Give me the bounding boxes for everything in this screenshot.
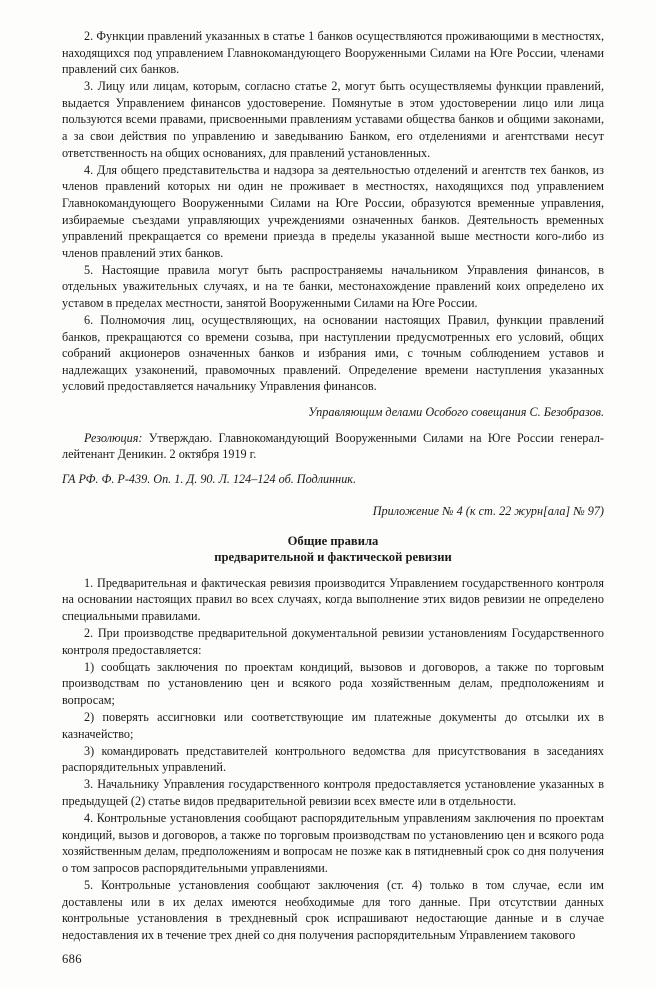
title-line-2: предварительной и фактической ревизии <box>214 550 452 565</box>
paragraph: 6. Полномочия лиц, осуществляющих, на основании настоящих Правил, функции правлений банков, прекращаются со времени созыва, при наступлении предусмотренных его условий, общих собраний акционеров означенных банков и избрания ими, с точным соблюдением уставов и надлежащих узаконений, правомочных правлений. Определение времени наступления указанных условий предоставляется начальнику Управления финансов. <box>62 313 604 394</box>
title-line-1: Общие правила <box>287 534 379 549</box>
paragraph: 2. При производстве предварительной документальной ревизии установлениям Государственного контроля предоставляется: <box>62 626 604 657</box>
page-title <box>62 533 604 566</box>
paragraph: 2) поверять ассигновки или соответствующие им платежные документы до отсылки их в казначейство; <box>62 710 604 741</box>
paragraph: 5. Контрольные установления сообщают заключения (ст. 4) только в том случае, если им доставлены или в их делах имеются необходимые для того данные. При отсутствии данных контрольные установления в трехдневный срок испрашивают недостающие данные и в случае недоставления их в течение трех дней со дня получения распорядительным Управлением такового <box>62 877 604 942</box>
paragraph: 1) сообщать заключения по проектам кондиций, вызовов и договоров, а также по торговым производствам по установлению цен и всякого рода хозяйственным делам, предположениям и вопросам; <box>62 659 604 707</box>
signature-line <box>62 404 604 421</box>
resolution-block <box>62 430 604 463</box>
appendix-label: Приложение № 4 (к ст. 22 журн[ала] № 97) <box>372 504 604 519</box>
section-two-body <box>62 575 604 944</box>
archive-reference: ГА РФ. Ф. Р-439. Оп. 1. Д. 90. Л. 124–124 об. Подлинник. <box>62 471 357 486</box>
paragraph: 3. Лицу или лицам, которым, согласно статье 2, могут быть осуществляемы функции правлений, выдается Управлением финансов удостоверение. Помянутые в этом удостоверении лицо или лица пользуются всеми правами, присвоенными правлениям уставами общества банков и общими законами, а за свои действия по управлению и заведыванию Банком, его отделениями и агентствами несут ответственность на общих основаниях, для правлений установленных. <box>62 79 604 160</box>
paragraph: 2. Функции правлений указанных в статье 1 банков осуществляются проживающими в местностях, находящихся под управлением Главнокомандующего Вооруженными Силами на Юге России, членами правлений сих банков. <box>62 29 604 77</box>
paragraph: 4. Для общего представительства и надзора за деятельностью отделений и агентств тех банков, из членов правлений которых ни один не проживает в местностях, находящихся под управлением Главнокомандующего Вооруженными Силами на Юге России, образуются временные управления, избираемые съездами управляющих учреждениями означенных банков. Деятельность временных управлений прекращается со времени приезда в пределы указанной выше местности кого-либо из членов правлений этих банков. <box>62 162 604 260</box>
paragraph: 5. Настоящие правила могут быть распространяемы начальником Управления финансов, в отдельных уважительных случаях, и на те банки, местонахождение правлений коих определено их уставом в пределах местности, занятой Вооруженными Силами на Юге России. <box>62 262 604 310</box>
page-number: 686 <box>62 952 82 966</box>
signature-person: С. Безобразов. <box>529 405 604 420</box>
resolution-text: Утверждаю. Главнокомандующий Вооруженными Силами на Юге России генерал-лейтенант Деникин. 2 октября 1919 г. <box>62 430 604 462</box>
paragraph: 4. Контрольные установления сообщают распорядительным управлениям заключения по проектам кондиций, вызов и договоров, а также по торговым производствам по установлению цен и всякого рода хозяйственным делам, предположениям и вопросам не позже как в пятидневный срок со дня получения о том запросов распорядительными управлениями. <box>62 811 604 875</box>
paragraph: 3. Начальнику Управления государственного контроля предоставляется установление указанных в предыдущей (2) статье видов предварительной ревизии всех вместе или в отдельности. <box>62 777 604 808</box>
paragraph: 1. Предварительная и фактическая ревизия производится Управлением государственного контроля на основании настоящих правил во всех случаях, когда выполнение этих видов ревизии не определено специальными правилами. <box>62 575 604 623</box>
section-one-body <box>62 28 604 395</box>
signature-role: Управляющим делами Особого совещания <box>308 405 527 420</box>
resolution-label: Резолюция: <box>84 430 143 445</box>
paragraph: 3) командировать представителей контрольного ведомства для присутствования в заседаниях распорядительных управлений. <box>62 743 604 775</box>
